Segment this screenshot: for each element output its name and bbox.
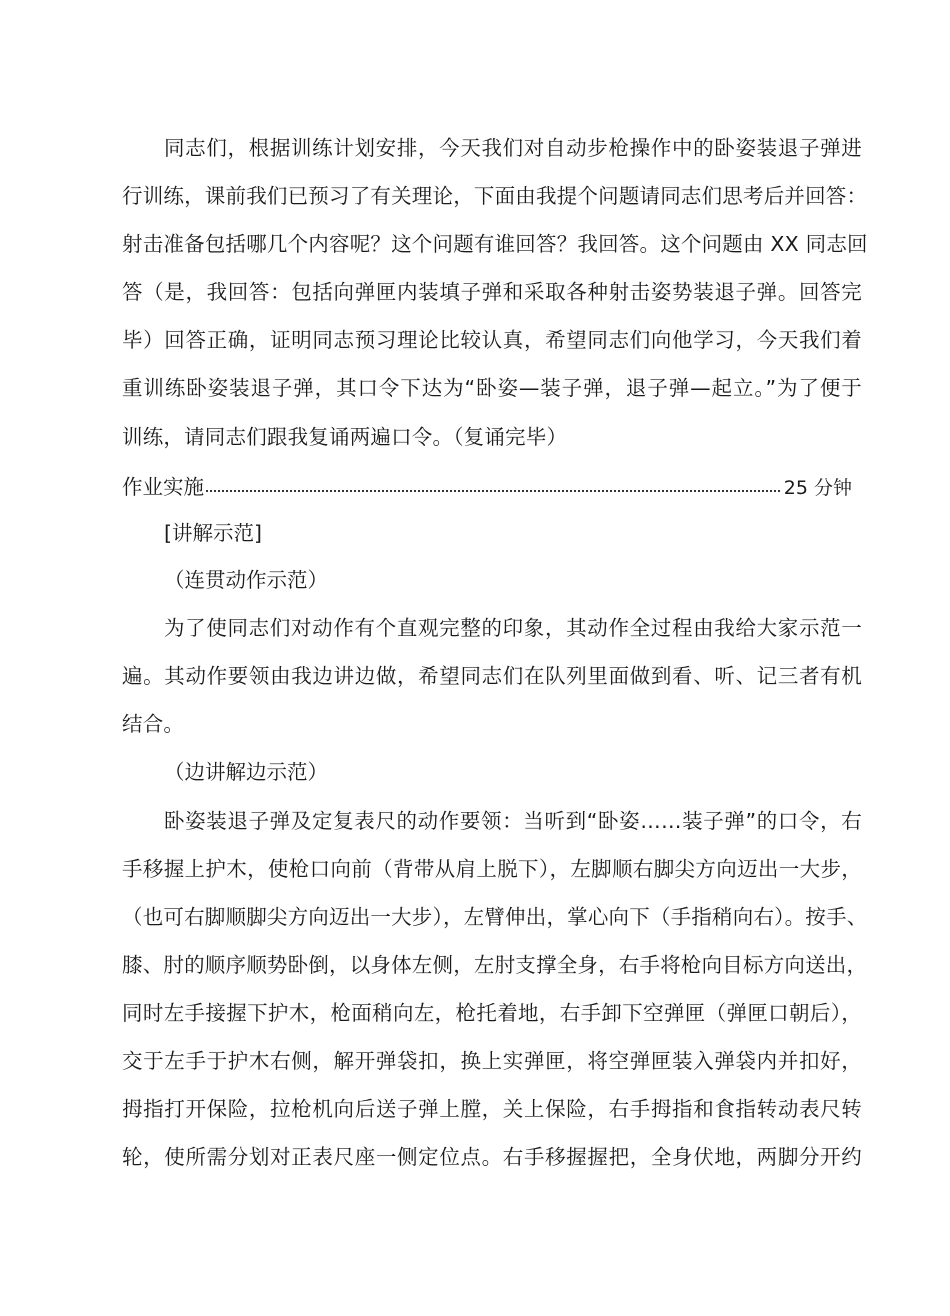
paragraph-1-line-2: 行训练，课前我们已预习了有关理论，下面由我提个问题请同志们思考后并回答： (122, 184, 868, 208)
paragraph-3-line-7: 拇指打开保险，拉枪机向后送子弹上膛，关上保险，右手拇指和食指转动表尺转 (122, 1097, 862, 1121)
paragraph-3-line-4: 膝、肘的顺序顺势卧倒，以身体左侧，左肘支撑全身，右手将枪向目标方向送出， (122, 953, 868, 977)
paragraph-2-line-1: 为了使同志们对动作有个直观完整的印象，其动作全过程由我给大家示范一 (164, 616, 862, 640)
toc-duration: 25 分钟 (783, 477, 852, 499)
paragraph-3-line-6: 交于左手于护木右侧，解开弹袋扣，换上实弹匣，将空弹匣装入弹袋内并扣好， (122, 1049, 862, 1073)
section-heading: [讲解示范] (164, 521, 262, 545)
sub-heading-explain-demo: （边讲解边示范） (164, 760, 328, 784)
paragraph-1-line-6: 重训练卧姿装退子弹，其口令下达为“卧姿—装子弹，退子弹—起立。”为了便于 (122, 376, 862, 400)
paragraph-2-line-3: 结合。 (122, 712, 185, 736)
paragraph-3-line-5: 同时左手接握下护木，枪面稍向左，枪托着地，右手卸下空弹匣（弹匣口朝后）， (122, 1001, 862, 1025)
paragraph-3-line-1: 卧姿装退子弹及定复表尺的动作要领：当听到“卧姿……装子弹”的口令，右 (164, 809, 862, 833)
paragraph-1-line-1: 同志们，根据训练计划安排，今天我们对自动步枪操作中的卧姿装退子弹进 (164, 136, 862, 160)
toc-title: 作业实施 (122, 475, 204, 499)
paragraph-3-line-8: 轮，使所需分划对正表尺座一侧定位点。右手移握握把，全身伏地，两脚分开约 (122, 1145, 862, 1169)
sub-heading-continuous-demo: （连贯动作示范） (164, 568, 328, 592)
toc-entry (122, 473, 852, 502)
toc-leader-dots (206, 476, 780, 492)
paragraph-2-line-2: 遍。其动作要领由我边讲边做，希望同志们在队列里面做到看、听、记三者有机 (122, 664, 862, 688)
paragraph-1-line-4: 答（是，我回答：包括向弹匣内装填子弹和采取各种射击姿势装退子弹。回答完 (122, 280, 862, 304)
paragraph-1-line-7: 训练，请同志们跟我复诵两遍口令。（复诵完毕） (122, 425, 568, 449)
paragraph-3-line-3: （也可右脚顺脚尖方向迈出一大步），左臂伸出，掌心向下（手指稍向右）。按手、 (122, 905, 868, 929)
paragraph-1-line-5: 毕）回答正确，证明同志预习理论比较认真，希望同志们向他学习，今天我们着 (122, 328, 862, 352)
paragraph-1-line-3: 射击准备包括哪几个内容呢？这个问题有谁回答？我回答。这个问题由 XX 同志回 (122, 232, 868, 256)
paragraph-3-line-2: 手移握上护木，使枪口向前（背带从肩上脱下），左脚顺右脚尖方向迈出一大步， (122, 857, 862, 881)
